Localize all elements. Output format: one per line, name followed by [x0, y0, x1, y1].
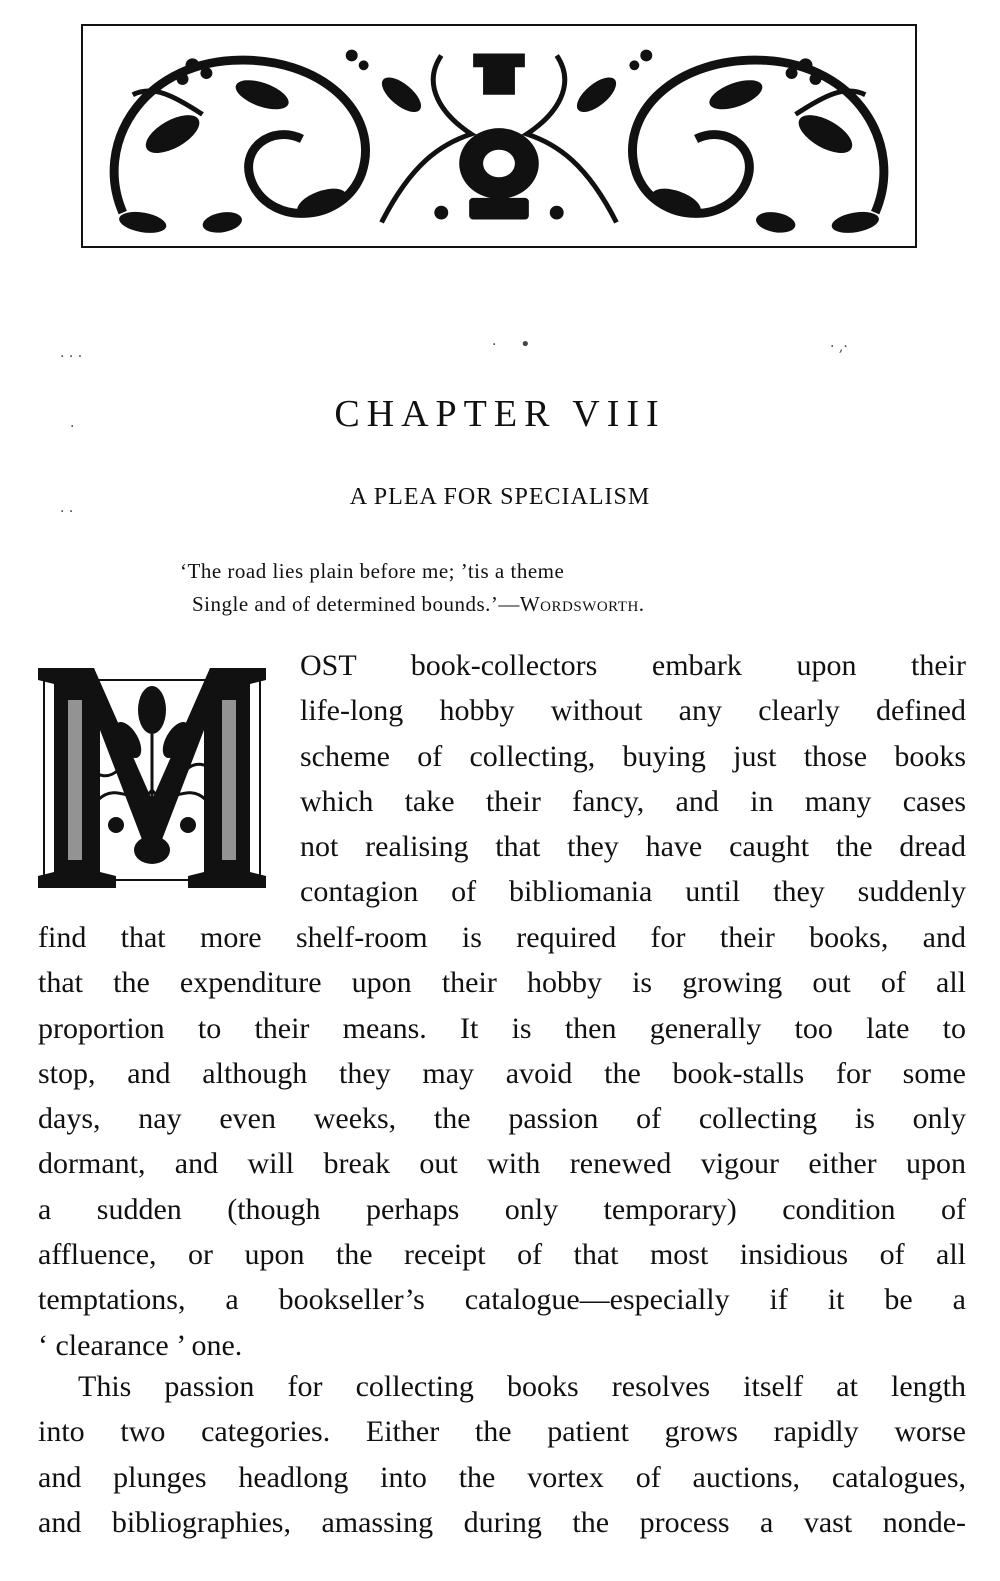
text-line: that the expenditure upon their hobby is growing out of all [38, 966, 966, 1000]
scan-speck: • [520, 334, 531, 355]
epigraph-line: ‘The road lies plain before me; ’tis a theme [180, 559, 565, 583]
scan-speck: · [492, 337, 497, 353]
epigraph-line-text: Single and of determined bounds.’— [192, 592, 520, 616]
scan-speck: · ,· [830, 339, 848, 355]
text-line: and bibliographies, amassing during the process a vast nonde- [38, 1505, 966, 1539]
text-line: find that more shelf-room is required for their books, and [38, 921, 966, 954]
epigraph [180, 555, 820, 621]
text-line: life-long hobby without any clearly defined [300, 694, 966, 728]
text-line: and plunges headlong into the vortex of auctions, catalogues, [38, 1460, 966, 1494]
paragraph-1-continued [38, 915, 966, 1368]
scan-speck: · · [60, 504, 74, 520]
text-line: temptations, a bookseller’s catalogue—especially if it be a [38, 1283, 966, 1317]
text-line: scheme of collecting, buying just those books [300, 739, 966, 773]
chapter-title: CHAPTER VIII [334, 393, 666, 435]
text-line: proportion to their means. It is then generally too late to [38, 1011, 966, 1045]
text-line: a sudden (though perhaps only temporary) condition of [38, 1192, 966, 1226]
text-line: dormant, and will break out with renewed vigour either upon [38, 1147, 966, 1181]
text-line: which take their fancy, and in many cases [300, 784, 966, 818]
text-line: contagion of bibliomania until they suddenly [300, 875, 966, 909]
epigraph-line [180, 588, 820, 621]
text-line: into two categories. Either the patient grows rapidly worse [38, 1415, 966, 1449]
text-line: stop, and although they may avoid the book-stalls for some [38, 1056, 966, 1090]
text-line: OST book-collectors embark upon their [300, 649, 966, 682]
text-line: This passion for collecting books resolves itself at length [78, 1370, 966, 1403]
scan-speck: · [70, 419, 75, 435]
scan-speck: · · · [60, 349, 83, 365]
headpiece-ornament-icon [81, 24, 917, 248]
text-line: ‘ clearance ’ one. [38, 1328, 243, 1362]
ornamental-initial-m-icon [38, 650, 266, 890]
paragraph-1-opening [300, 643, 966, 915]
text-line: affluence, or upon the receipt of that most insidious of all [38, 1238, 966, 1272]
paragraph-2 [38, 1364, 966, 1545]
chapter-subtitle: A PLEA FOR SPECIALISM [349, 484, 651, 510]
text-line: not realising that they have caught the dread [300, 830, 966, 864]
text-line: days, nay even weeks, the passion of collecting is only [38, 1102, 966, 1136]
epigraph-author: Wordsworth. [519, 592, 645, 616]
